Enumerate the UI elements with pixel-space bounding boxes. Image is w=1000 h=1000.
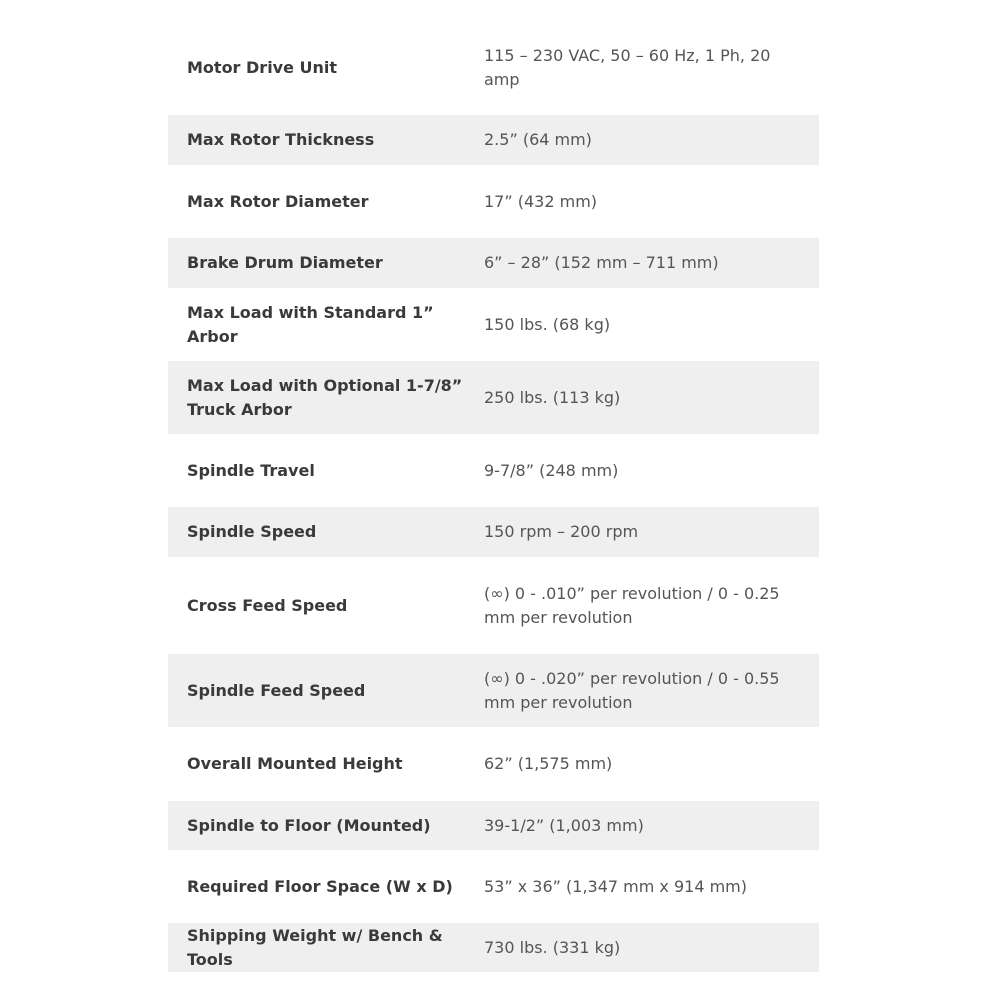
spec-value: (∞) 0 - .010” per revolution / 0 - 0.25 mm per revolution (484, 583, 780, 627)
spec-row (168, 557, 819, 654)
spec-row (168, 165, 819, 238)
spec-label: Max Load with Standard 1” Arbor (187, 302, 434, 346)
spec-value: (∞) 0 - .020” per revolution / 0 - 0.55 mm per revolution (484, 654, 819, 727)
spec-value: 6” – 28” (152 mm – 711 mm) (484, 238, 819, 288)
spec-value: 150 rpm – 200 rpm (484, 507, 819, 557)
spec-row (168, 361, 819, 434)
spec-label: Cross Feed Speed (187, 595, 348, 615)
spec-value: 115 – 230 VAC, 50 – 60 Hz, 1 Ph, 20 amp (484, 45, 771, 89)
spec-row (168, 115, 819, 165)
spec-row (168, 850, 819, 923)
spec-label: Overall Mounted Height (187, 754, 403, 773)
spec-row (168, 654, 819, 727)
spec-label: Max Load with Optional 1-7/8” Truck Arbor (168, 361, 484, 434)
spec-label: Spindle Speed (168, 507, 484, 557)
spec-label: Motor Drive Unit (187, 57, 338, 77)
spec-label: Required Floor Space (W x D) (187, 876, 453, 896)
spec-row (168, 801, 819, 850)
spec-value: 250 lbs. (113 kg) (484, 361, 819, 434)
spec-label: Max Rotor Thickness (168, 115, 484, 165)
spec-value: 150 lbs. (68 kg) (484, 314, 611, 334)
spec-value: 9-7/8” (248 mm) (484, 460, 619, 480)
spec-label: Spindle Travel (187, 460, 315, 480)
spec-value: 17” (432 mm) (484, 191, 598, 211)
spec-row (168, 288, 819, 361)
spec-label: Brake Drum Diameter (168, 238, 484, 288)
spec-row (168, 20, 819, 115)
spec-value: 62” (1,575 mm) (484, 754, 613, 773)
spec-label: Spindle Feed Speed (168, 654, 484, 727)
spec-row (168, 434, 819, 507)
spec-value: 39-1/2” (1,003 mm) (484, 801, 819, 850)
specifications-table (168, 20, 819, 972)
spec-row (168, 238, 819, 288)
spec-row (168, 727, 819, 801)
spec-label: Spindle to Floor (Mounted) (168, 801, 484, 850)
spec-row (168, 923, 819, 972)
spec-label: Shipping Weight w/ Bench & Tools (168, 923, 484, 972)
spec-value: 730 lbs. (331 kg) (484, 923, 819, 972)
spec-label: Max Rotor Diameter (187, 191, 369, 211)
spec-row (168, 507, 819, 557)
spec-value: 2.5” (64 mm) (484, 115, 819, 165)
spec-value: 53” x 36” (1,347 mm x 914 mm) (484, 876, 748, 896)
